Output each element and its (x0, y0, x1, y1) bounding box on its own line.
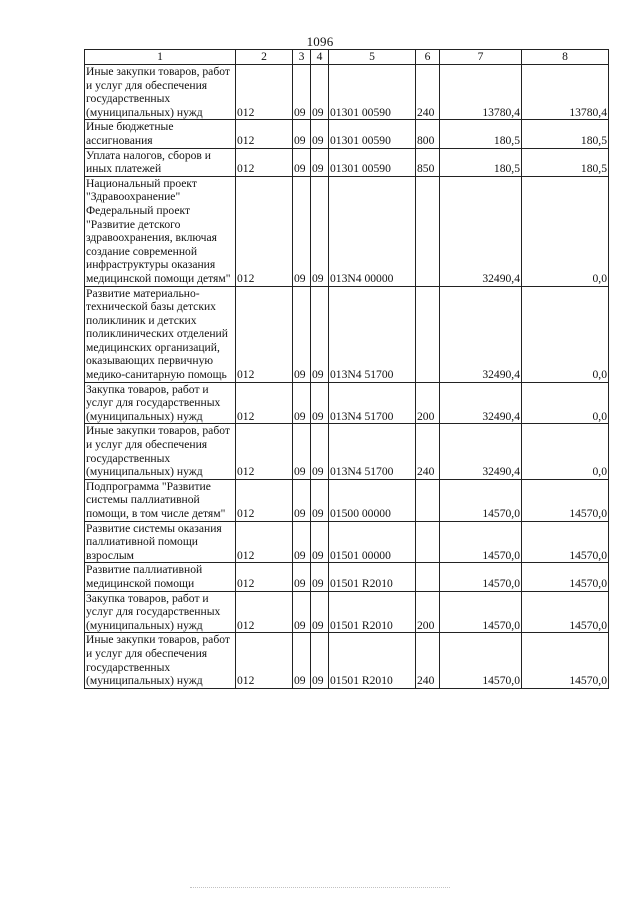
amount-year2-cell: 0,0 (522, 424, 609, 479)
expense-type-cell (416, 176, 440, 286)
subsection-code-cell: 09 (311, 563, 329, 591)
row-name-cell: Уплата налогов, сборов и иных платежей (85, 148, 236, 176)
amount-year2-cell: 180,5 (522, 148, 609, 176)
expense-type-cell (416, 563, 440, 591)
ministry-code-cell: 012 (236, 176, 293, 286)
amount-year2-cell: 180,5 (522, 120, 609, 148)
amount-year1-cell: 13780,4 (440, 65, 522, 120)
section-code-cell: 09 (293, 563, 311, 591)
table-row (85, 120, 609, 148)
row-name-cell: Закупка товаров, работ и услуг для государственных (муниципальных) нужд (85, 591, 236, 633)
ministry-code-cell: 012 (236, 120, 293, 148)
table-row (85, 521, 609, 563)
expense-type-cell: 240 (416, 424, 440, 479)
subsection-code-cell: 09 (311, 521, 329, 563)
expense-type-cell: 200 (416, 382, 440, 424)
target-article-cell: 01501 R2010 (329, 563, 416, 591)
ministry-code-cell: 012 (236, 521, 293, 563)
subsection-code-cell: 09 (311, 65, 329, 120)
amount-year2-cell: 13780,4 (522, 65, 609, 120)
subsection-code-cell: 09 (311, 382, 329, 424)
amount-year1-cell: 14570,0 (440, 521, 522, 563)
expense-type-cell: 800 (416, 120, 440, 148)
ministry-code-cell: 012 (236, 382, 293, 424)
target-article-cell: 013N4 51700 (329, 382, 416, 424)
subsection-code-cell: 09 (311, 591, 329, 633)
header-cell: 1 (85, 50, 236, 65)
section-code-cell: 09 (293, 424, 311, 479)
header-cell: 6 (416, 50, 440, 65)
expense-type-cell (416, 286, 440, 382)
subsection-code-cell: 09 (311, 633, 329, 688)
header-cell: 8 (522, 50, 609, 65)
header-cell: 3 (293, 50, 311, 65)
table-row (85, 633, 609, 688)
section-code-cell: 09 (293, 633, 311, 688)
row-name-cell: Национальный проект "Здравоохранение" Федеральный проект "Развитие детского здравоохранения, включая создание современной инфраструктуры оказания медицинской помощи детям" (85, 176, 236, 286)
header-cell: 5 (329, 50, 416, 65)
amount-year2-cell: 14570,0 (522, 521, 609, 563)
amount-year2-cell: 14570,0 (522, 563, 609, 591)
amount-year2-cell: 0,0 (522, 382, 609, 424)
ministry-code-cell: 012 (236, 591, 293, 633)
ministry-code-cell: 012 (236, 148, 293, 176)
row-name-cell: Иные бюджетные ассигнования (85, 120, 236, 148)
amount-year1-cell: 14570,0 (440, 479, 522, 521)
amount-year1-cell: 32490,4 (440, 382, 522, 424)
target-article-cell: 013N4 51700 (329, 424, 416, 479)
amount-year1-cell: 14570,0 (440, 633, 522, 688)
subsection-code-cell: 09 (311, 286, 329, 382)
row-name-cell: Развитие системы оказания паллиативной помощи взрослым (85, 521, 236, 563)
ministry-code-cell: 012 (236, 479, 293, 521)
subsection-code-cell: 09 (311, 176, 329, 286)
table-row (85, 286, 609, 382)
target-article-cell: 01301 00590 (329, 148, 416, 176)
ministry-code-cell: 012 (236, 424, 293, 479)
budget-table (84, 49, 609, 689)
section-code-cell: 09 (293, 176, 311, 286)
row-name-cell: Иные закупки товаров, работ и услуг для обеспечения государственных (муниципальных) нужд (85, 424, 236, 479)
amount-year2-cell: 14570,0 (522, 633, 609, 688)
table-row (85, 479, 609, 521)
target-article-cell: 01301 00590 (329, 65, 416, 120)
amount-year2-cell: 0,0 (522, 176, 609, 286)
header-cell: 2 (236, 50, 293, 65)
amount-year1-cell: 14570,0 (440, 563, 522, 591)
amount-year1-cell: 32490,4 (440, 424, 522, 479)
subsection-code-cell: 09 (311, 148, 329, 176)
row-name-cell: Развитие паллиативной медицинской помощи (85, 563, 236, 591)
target-article-cell: 01501 00000 (329, 521, 416, 563)
expense-type-cell: 240 (416, 633, 440, 688)
amount-year2-cell: 14570,0 (522, 591, 609, 633)
row-name-cell: Иные закупки товаров, работ и услуг для обеспечения государственных (муниципальных) нужд (85, 65, 236, 120)
section-code-cell: 09 (293, 148, 311, 176)
amount-year2-cell: 0,0 (522, 286, 609, 382)
table-row (85, 591, 609, 633)
row-name-cell: Развитие материально-технической базы детских поликлиник и детских поликлинических отделений медицинских организаций, оказывающих первичную медико-санитарную помощь (85, 286, 236, 382)
amount-year1-cell: 180,5 (440, 120, 522, 148)
target-article-cell: 013N4 00000 (329, 176, 416, 286)
section-code-cell: 09 (293, 382, 311, 424)
expense-type-cell: 240 (416, 65, 440, 120)
header-cell: 7 (440, 50, 522, 65)
table-row (85, 148, 609, 176)
table-row (85, 382, 609, 424)
expense-type-cell (416, 479, 440, 521)
table-row (85, 563, 609, 591)
expense-type-cell: 850 (416, 148, 440, 176)
target-article-cell: 01500 00000 (329, 479, 416, 521)
header-row (85, 50, 609, 65)
target-article-cell: 01501 R2010 (329, 591, 416, 633)
ministry-code-cell: 012 (236, 633, 293, 688)
row-name-cell: Иные закупки товаров, работ и услуг для обеспечения государственных (муниципальных) нужд (85, 633, 236, 688)
section-code-cell: 09 (293, 65, 311, 120)
amount-year1-cell: 32490,4 (440, 286, 522, 382)
amount-year1-cell: 14570,0 (440, 591, 522, 633)
subsection-code-cell: 09 (311, 120, 329, 148)
amount-year1-cell: 32490,4 (440, 176, 522, 286)
target-article-cell: 01301 00590 (329, 120, 416, 148)
target-article-cell: 013N4 51700 (329, 286, 416, 382)
expense-type-cell (416, 521, 440, 563)
subsection-code-cell: 09 (311, 479, 329, 521)
amount-year2-cell: 14570,0 (522, 479, 609, 521)
row-name-cell: Подпрограмма "Развитие системы паллиативной помощи, в том числе детям" (85, 479, 236, 521)
target-article-cell: 01501 R2010 (329, 633, 416, 688)
ministry-code-cell: 012 (236, 563, 293, 591)
expense-type-cell: 200 (416, 591, 440, 633)
row-name-cell: Закупка товаров, работ и услуг для государственных (муниципальных) нужд (85, 382, 236, 424)
table-row (85, 65, 609, 120)
scan-artifact (190, 884, 450, 888)
section-code-cell: 09 (293, 120, 311, 148)
amount-year1-cell: 180,5 (440, 148, 522, 176)
table-row (85, 176, 609, 286)
header-cell: 4 (311, 50, 329, 65)
ministry-code-cell: 012 (236, 286, 293, 382)
section-code-cell: 09 (293, 521, 311, 563)
page-number: 1096 (306, 34, 334, 49)
section-code-cell: 09 (293, 286, 311, 382)
table-row (85, 424, 609, 479)
ministry-code-cell: 012 (236, 65, 293, 120)
section-code-cell: 09 (293, 479, 311, 521)
section-code-cell: 09 (293, 591, 311, 633)
subsection-code-cell: 09 (311, 424, 329, 479)
